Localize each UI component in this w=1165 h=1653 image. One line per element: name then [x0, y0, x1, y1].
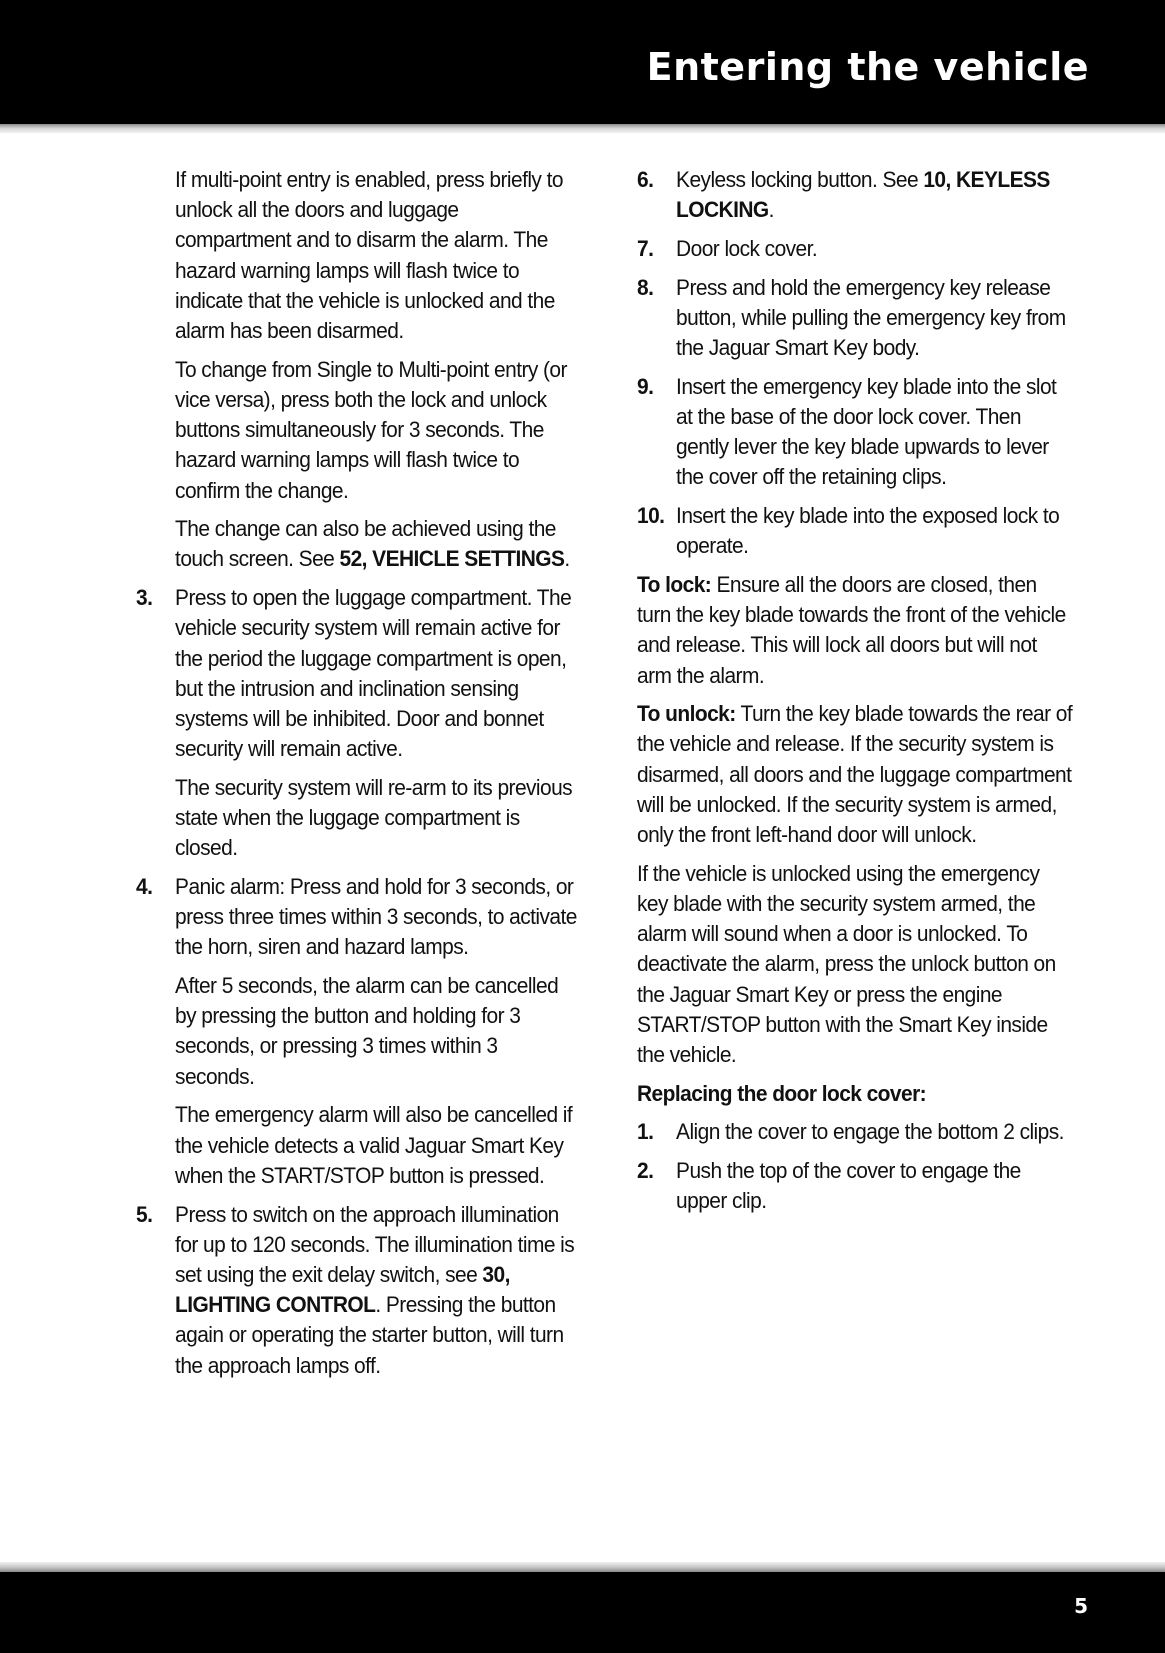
paragraph-emergency-unlock: If the vehicle is unlocked using the emergency key blade with the security system armed, the alarm will sound when a door is unlocked. To deactivate the alarm, press the unlock button on the Jaguar Smart Key or press the engine START/STOP button with the Smart Key inside the vehicle.	[637, 860, 1056, 1067]
list-item-text: Panic alarm: Press and hold for 3 seconds, or press three times within 3 seconds, to activate the horn, siren and hazard lamps.	[175, 873, 577, 960]
page-header	[0, 0, 1165, 124]
list-number: 7.	[637, 235, 654, 261]
list-number: 10.	[637, 503, 665, 529]
list-number: 9.	[637, 373, 654, 399]
paragraph-emergency-alarm: The emergency alarm will also be cancelled if the vehicle detects a valid Jaguar Smart Key when the START/STOP button is pressed.	[175, 1102, 573, 1188]
section-heading: Replacing the door lock cover:	[637, 1080, 927, 1106]
run-in-heading: To unlock:	[637, 701, 736, 727]
header-divider	[0, 124, 1165, 133]
paragraph-change-entry-mode: To change from Single to Multi-point entry (or vice versa), press both the lock and unlock buttons simultaneously for 3 seconds. The hazard warning lamps will flash twice to confirm the change.	[175, 356, 567, 503]
cross-reference-link[interactable]: 30, LIGHTING CONTROL	[175, 1261, 510, 1318]
page-number: 5	[1074, 1594, 1088, 1618]
footer-divider	[0, 1562, 1165, 1572]
list-item-text: .	[768, 197, 774, 223]
list-number: 3.	[136, 585, 153, 611]
list-item-text: Align the cover to engage the bottom 2 clips.	[676, 1119, 1064, 1145]
paragraph-text: The change can also be achieved using the touch screen. See	[175, 516, 556, 572]
list-item-text: Press to open the luggage compartment. The vehicle security system will remain active for the period the luggage compartment is open, but the intrusion and inclination sensing systems will be inhibited. Door and bonnet security will remain active.	[175, 585, 572, 762]
list-item-5	[136, 1200, 579, 1381]
list-item-10	[637, 501, 1074, 561]
list-item-text: Press and hold the emergency key release button, while pulling the emergency key from the Jaguar Smart Key body.	[676, 274, 1066, 361]
list-number: 6.	[637, 167, 654, 192]
list-item-text: Press to switch on the approach illumination for up to 120 seconds. The illumination time is set using the exit delay switch, see	[175, 1201, 575, 1287]
cross-reference-link[interactable]: 52, VEHICLE SETTINGS	[339, 546, 565, 572]
list-item-4	[136, 872, 579, 963]
list-number: 2.	[637, 1158, 654, 1184]
list-number: 8.	[637, 274, 654, 300]
list-item-text: . Pressing the button again or operating the starter button, will turn the approach lamps off.	[175, 1292, 564, 1378]
paragraph-alarm-cancel: After 5 seconds, the alarm can be cancelled by pressing the button and holding for 3 seconds, or pressing 3 times within 3 seconds.	[175, 973, 559, 1089]
right-column	[637, 165, 1074, 1225]
list-number: 1.	[637, 1119, 654, 1145]
list-item-text: Insert the emergency key blade into the slot at the base of the door lock cover. Then gently lever the key blade upwards to lever the cover off the retaining clips.	[676, 373, 1057, 490]
list-item-6	[637, 165, 1074, 225]
step-1	[637, 1117, 1074, 1147]
paragraph-text: .	[564, 546, 570, 572]
paragraph-multipoint-entry: If multi-point entry is enabled, press briefly to unlock all the doors and luggage compartment and to disarm the alarm. The hazard warning lamps will flash twice to indicate that the vehicle is unlocked and the alarm has been disarmed.	[175, 167, 563, 344]
paragraph-rearm: The security system will re-arm to its previous state when the luggage compartment is closed.	[175, 774, 573, 861]
paragraph-text: Turn the key blade towards the rear of the vehicle and release. If the security system is disarmed, all doors and the luggage compartment will be unlocked. If the security system is armed, only the front left-hand door will unlock.	[637, 701, 1073, 848]
list-item-9	[637, 372, 1074, 493]
paragraph-to-unlock	[637, 699, 1074, 850]
list-item-text: Keyless locking button. See	[676, 167, 924, 192]
list-item-text: Door lock cover.	[676, 235, 818, 261]
cross-reference-link[interactable]: 10, KEYLESS LOCKING	[676, 167, 1050, 223]
page-footer	[0, 1572, 1165, 1653]
list-item-3	[136, 583, 579, 764]
step-2	[637, 1156, 1074, 1216]
run-in-heading: To lock:	[637, 571, 712, 597]
list-number: 4.	[136, 873, 153, 899]
paragraph-touch-screen	[136, 514, 579, 574]
page-title: Entering the vehicle	[646, 45, 1089, 89]
list-item-8	[637, 273, 1074, 364]
list-number: 5.	[136, 1201, 153, 1227]
list-item-text: Push the top of the cover to engage the upper clip.	[676, 1158, 1021, 1214]
left-column	[136, 165, 579, 1389]
paragraph-to-lock	[637, 570, 1074, 691]
list-item-7	[637, 234, 1074, 264]
paragraph-text: Ensure all the doors are closed, then turn the key blade towards the front of the vehicle and release. This will lock all doors but will not arm the alarm.	[637, 571, 1066, 688]
list-item-text: Insert the key blade into the exposed lock to operate.	[676, 503, 1060, 559]
